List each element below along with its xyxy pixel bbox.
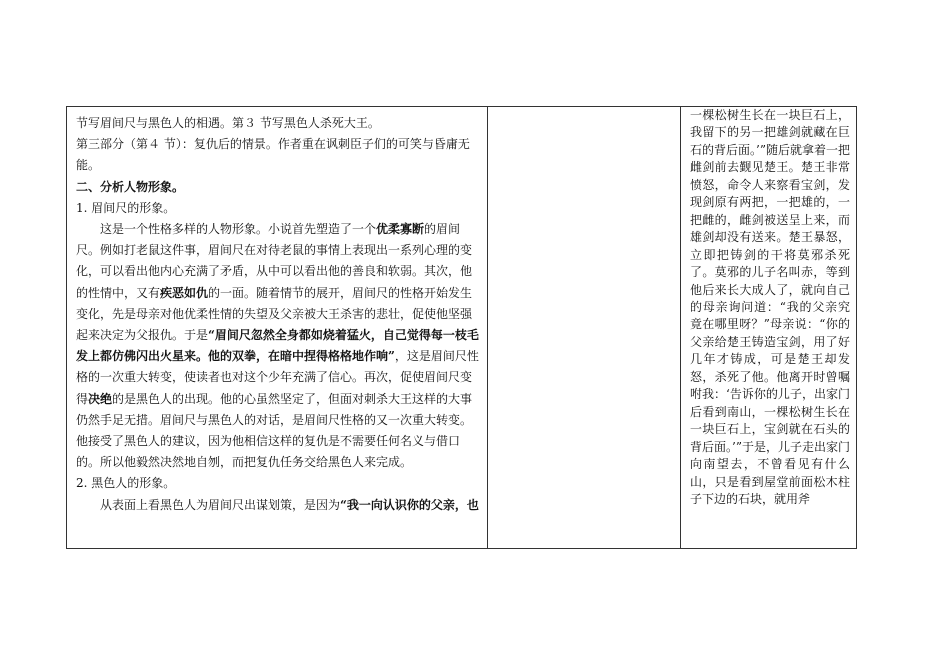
translation-text: 一棵松树生长在一块巨石上，我留下的另一把雄剑就藏在巨石的背后面。’”随后就拿着一把雌剑前去觐见楚王。楚王非常愤怒，命令人来察看宝剑，发现剑原有两把，一把雄的，一把雌的，雌剑被送呈上来，而雄剑却没有送来。楚王暴怒，立即把铸剑的干将莫邪杀死了。莫邪的儿子名叫赤，等到他后来长大成人了，就向自己的母亲询问道：“我的父亲究竟在哪里呀？”母亲说：“你的父亲给楚王铸造宝剑，用了好几年才铸成，可是楚王却发怒，杀死了他。他离开时曾嘱咐我：‘告诉你的儿子，出家门后看到南山，一棵松树生长在一块巨石上，宝剑就在石头的背后面。’”于是，儿子走出家门向南望去，不曾看见有什么山，只是看到屋堂前面松木柱子下边的石块，就用斧 <box>690 108 850 506</box>
emphasis: 决绝 <box>88 391 113 406</box>
paragraph-black-man <box>76 495 480 516</box>
quote: “眉间尺忽然全身都如烧着猛火，自己觉得每一枝毛发上都仿佛闪出火星来。他的双拳，在暗中捏得格格地作响” <box>76 328 479 364</box>
text: 这是一个性格多样的人物形象。小说首先塑造了一个 <box>100 222 377 237</box>
text: 从表面上看黑色人为眉间尺出谋划策，是因为 <box>100 497 341 512</box>
section-heading: 二、分析人物形象。 <box>76 179 185 194</box>
subheading-black-man: 2. 黑色人的形象。 <box>76 476 176 491</box>
text: 的眉间尺。例如打老鼠这件事，眉间尺在对待老鼠的事情上表现出一系列心理的变化，可以看出他内心充满了矛盾，从中可以看出他的善良和软弱。其次，他的性情中，又有 <box>76 222 473 300</box>
column-divider-1 <box>487 106 488 549</box>
column-divider-2 <box>680 106 681 549</box>
emphasis: 疾恶如仇 <box>160 285 209 300</box>
quote: “我一向认识你的父亲，也 <box>340 497 479 512</box>
paragraph-meijianchi <box>76 219 480 473</box>
text: 的是黑色人的出现。他的心虽然坚定了，但面对刺杀大王这样的大事仍然手足无措。眉间尺与黑色人的对话，是眉间尺性格的又一次重大转变。他接受了黑色人的建议，因为他相信这样的复仇是不需要任何名义与借口的。所以他毅然决然地自刎，而把复仇任务交给黑色人来完成。 <box>76 391 473 470</box>
text: 的一面。随着情节的展开，眉间尺的性格开始发生变化，先是母亲对他优柔性情的失望及父亲被大王杀害的悲壮，促使他坚强起来决定为父报仇。于是 <box>76 285 473 343</box>
translation-column <box>690 107 850 508</box>
structure-line-1: 节写眉间尺与黑色人的相遇。第３ 节写黑色人杀死大王。 <box>76 116 380 130</box>
structure-line-2: 第三部分（第４ 节）：复仇后的情景。作者重在讽刺臣子们的可笑与昏庸无能。 <box>76 137 470 173</box>
text: ，这是眉间尺性格的一次重大转变，使读者也对这个少年充满了信心。再次，促使眉间尺变得 <box>76 349 479 406</box>
subheading-meijianchi: 1. 眉间尺的形象。 <box>76 200 176 215</box>
emphasis: 优柔寡断 <box>376 222 425 237</box>
main-column <box>76 113 480 516</box>
